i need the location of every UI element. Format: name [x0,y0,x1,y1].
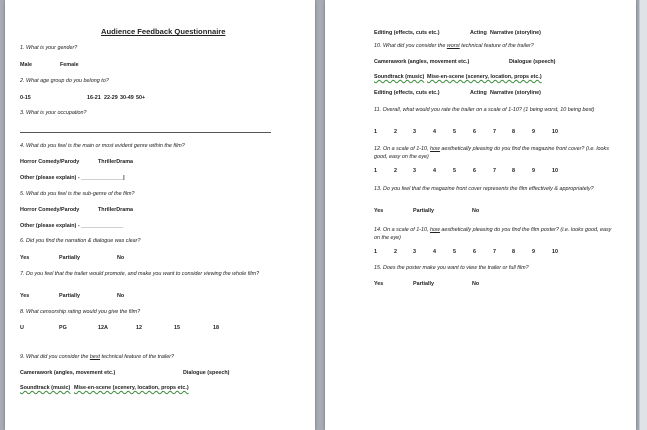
option-narrative: Narrative (storyline) [490,90,541,96]
question-7: 7. Do you feel that the trailer would promote, and make you want to consider viewing the whole film? [20,271,260,277]
scale-option: 1 [374,168,377,174]
option-rating: 18 [213,325,219,331]
scale-option: 10 [552,168,558,174]
scale-option: 8 [512,249,515,255]
scale-option: 7 [493,249,496,255]
document-page-right [325,0,636,430]
question-4: 4. What do you feel is the main or most evident genre within the film? [20,143,185,149]
option-dialogue: Dialogue (speech) [183,370,230,376]
option-age: 0-15 [20,95,31,101]
option-editing: Editing (effects, cuts etc.) [374,30,440,36]
scale-option: 9 [532,129,535,135]
option-camerawork: Camerawork (angles, movement etc.) [20,370,116,376]
question-15: 15. Does the poster make you want to view the trailer or full film? [374,265,529,271]
option-mise-en-scene: Mise-en-scene (scenery, location, props etc.) [74,385,189,391]
question-11: 11. Overall, what would you rate the trailer on a scale of 1-10? (1 being worst, 10 being best) [374,107,595,113]
option-male: Male [20,62,32,68]
question-13: 13. Do you feel that the magazine front cover represents the film effectively & appropriately? [374,186,594,192]
scale-option: 4 [433,168,436,174]
option-rating: 12A [98,325,108,331]
option-editing: Editing (effects, cuts etc.) [374,90,440,96]
scale-option: 9 [532,168,535,174]
scale-option: 4 [433,249,436,255]
question-12: 12. On a scale of 1-10, how aesthetically pleasing do you find the magazine front cover? (i.e. looks good, easy on the eye) [374,146,609,160]
option-other: Other (please explain) - ______________| [20,175,125,181]
scale-option: 10 [552,249,558,255]
vertical-scrollbar[interactable] [639,0,647,430]
scale-option: 10 [552,129,558,135]
option-genre: Horror Comedy/Parody [20,207,80,213]
option-dialogue: Dialogue (speech) [509,59,556,65]
option-rating: 15 [174,325,180,331]
option-genre: Horror Comedy/Parody [20,159,80,165]
option-no: No [117,255,125,261]
scale-option: 5 [453,129,456,135]
option-no: No [472,281,480,287]
question-2: 2. What age group do you belong to? [20,78,109,84]
question-8: 8. What censorship rating would you give the film? [20,309,141,315]
scale-option: 2 [394,168,397,174]
option-acting: Acting [470,30,487,36]
option-yes: Yes [20,255,30,261]
option-other: Other (please explain) - ______________ [20,223,124,229]
option-no: No [472,208,480,214]
option-rating: 12 [136,325,142,331]
question-3: 3. What is your occupation? [20,110,87,116]
scale-option: 6 [473,249,476,255]
option-age: 22-29 [104,95,118,101]
option-partially: Partially [59,293,80,299]
option-camerawork: Camerawork (angles, movement etc.) [374,59,470,65]
option-no: No [117,293,125,299]
scale-option: 8 [512,168,515,174]
option-yes: Yes [374,208,384,214]
scale-option: 9 [532,249,535,255]
option-yes: Yes [374,281,384,287]
scale-option: 1 [374,249,377,255]
option-partially: Partially [413,281,434,287]
question-10: 10. What did you consider the worst technical feature of the trailer? [374,43,534,49]
option-soundtrack: Soundtrack (music) [374,74,425,80]
option-partially: Partially [59,255,80,261]
scale-option: 3 [413,249,416,255]
scale-option: 5 [453,249,456,255]
page-title: Audience Feedback Questionnaire [101,27,226,36]
scale-option: 4 [433,129,436,135]
question-9: 9. What did you consider the best technical feature of the trailer? [20,354,175,360]
option-genre: ThrillerDrama [98,159,134,165]
option-soundtrack: Soundtrack (music) [20,385,71,391]
option-narrative: Narrative (storyline) [490,30,541,36]
option-mise-en-scene: Mise-en-scene (scenery, location, props etc.) [427,74,542,80]
scale-option: 1 [374,129,377,135]
option-partially: Partially [413,208,434,214]
option-genre: ThrillerDrama [98,207,134,213]
option-rating: PG [59,325,67,331]
question-1: 1. What is your gender? [20,45,78,51]
scale-option: 3 [413,129,416,135]
scale-option: 8 [512,129,515,135]
question-5: 5. What do you feel is the sub-genre of the film? [20,191,135,197]
scale-option: 6 [473,129,476,135]
option-female: Female [60,62,79,68]
option-rating: U [20,325,24,331]
answer-line [20,132,271,133]
scale-option: 3 [413,168,416,174]
option-age: 16-21 [87,95,101,101]
scale-option: 5 [453,168,456,174]
scale-option: 7 [493,129,496,135]
scale-option: 6 [473,168,476,174]
document-page-left [5,0,315,430]
scale-option: 2 [394,249,397,255]
option-acting: Acting [470,90,487,96]
question-14: 14. On a scale of 1-10, how aesthetically pleasing do you find the film poster? (i.e. looks good, easy on the eye) [374,227,612,241]
option-yes: Yes [20,293,30,299]
option-age: 30-49 [120,95,134,101]
scale-option: 2 [394,129,397,135]
question-6: 6. Did you find the narration & dialogue was clear? [20,238,141,244]
scale-option: 7 [493,168,496,174]
option-age: 50+ [136,95,146,101]
